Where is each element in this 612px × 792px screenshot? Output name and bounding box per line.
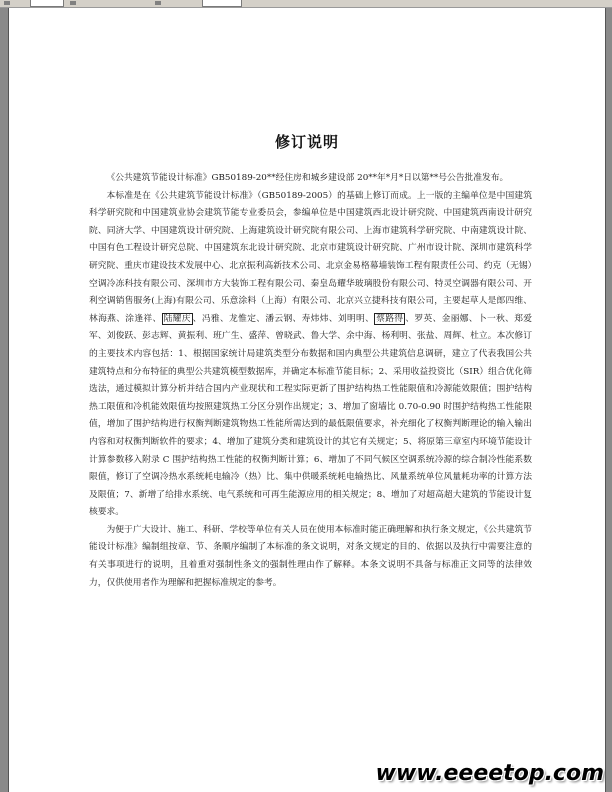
viewer-toolbar: [0, 0, 612, 8]
highlighted-name-1: 陆耀庆: [163, 313, 191, 324]
highlighted-name-2: 蔡路得: [376, 313, 404, 324]
paragraph-2: [89, 188, 532, 522]
toolbar-icon[interactable]: [4, 1, 10, 5]
paragraph-2-part-c: 、罗英、金丽娜、卜一秋、郑爱军、刘俊跃、彭志辉、黄振利、班广生、盛萍、曾晓武、鲁大学、余中海、杨利明、张盐、周辉、杜立。本次修订的主要技术内容包括：1、根据国家统计局建筑类型分布数据和国内典型公共建筑信息调研，建立了代表我国公共建筑特点和分布特征的典型公共建筑模型数据库，并确定本标准节能目标；2、采用收益投资比（SIR）组合优化筛选法，通过模拟计算分析并结合国内产业现状和工程实际更新了围护结构热工性能限值和冷源能效限值；围护结构热工限值和冷机能效限值均按照建筑热工分区分别作出规定；3、增加了窗墙比 0.70-0.90 时围护结构热工性能限值，增加了围护结构进行权衡判断建筑物热工性能所需达到的最低限值要求，补充细化了权衡判断理论的输入输出内容和对权衡判断软件的要求；4、增加了建筑分类和建筑设计的其它有关规定；5、将原第三章室内环境节能设计计算参数移入附录 C 围护结构热工性能的权衡判断计算；6、增加了不同气候区空调系统冷源的综合制冷性能系数限值，修订了空调冷热水系统耗电输冷（热）比、集中供暖系统耗电输热比、风量系统单位风量耗功率的计算方法及限值；7、新增了给排水系统、电气系统和可再生能源应用的相关规定；8、增加了对超高超大建筑的节能设计复核要求。: [89, 313, 533, 518]
document-page: [8, 8, 606, 792]
toolbar-icon[interactable]: [70, 1, 76, 5]
zoom-field[interactable]: [202, 0, 242, 7]
site-watermark: www.eeeetop.com: [375, 761, 604, 786]
paragraph-1: 《公共建筑节能设计标准》GB50189-20**经住房和城乡建设部 20**年*月*日以第**号公告批准发布。: [106, 173, 509, 183]
page-number-field[interactable]: [30, 0, 64, 7]
toolbar-icon[interactable]: [155, 1, 161, 5]
paragraph-2-part-a: 本标准是在《公共建筑节能设计标准》（GB50189-2005）的基础上修订而成。上一版的主编单位是中国建筑科学研究院和中国建筑业协会建筑节能专业委员会，参编单位是中国建筑西北设计研究院、中国建筑西南设计研究院、同济大学、中国建筑设计研究院、上海建筑设计研究院有限公司、上海市建筑科学研究院、中南建筑设计院、中国有色工程设计研究总院、中国建筑东北设计研究院、北京市建筑设计研究院、广州市设计院、深圳市建筑科学研究院、重庆市建设技术发展中心、北京振利高新技术公司、北京金易格幕墙装饰工程有限责任公司、约克（无锡）空调冷冻科技有限公司、深圳市方大装饰工程有限公司、秦皇岛耀华玻璃股份有限公司、特灵空调器有限公司、开利空调销售服务(上海)有限公司、乐意涂料（上海）有限公司、北京兴立捷科技有限公司，主要起草人是郎四维、林海燕、涂逢祥、: [89, 190, 532, 324]
paragraph-3: 为便于广大设计、施工、科研、学校等单位有关人员在使用本标准时能正确理解和执行条文规定，《公共建筑节能设计标准》编制组按章、节、条顺序编制了本标准的条文说明，对条文规定的目的、依据以及执行中需要注意的有关事项进行的说明，且着重对强制性条文的强制性理由作了解释。本条文说明不具备与标准正文同等的法律效力，仅供使用者作为理解和把握标准规定的参考。: [89, 524, 532, 588]
body-text: [89, 170, 532, 592]
page-title: 修订说明: [274, 133, 339, 151]
paragraph-2-part-b: 、冯雅、龙惟定、潘云钢、寿炜炜、刘明明、: [192, 313, 375, 324]
